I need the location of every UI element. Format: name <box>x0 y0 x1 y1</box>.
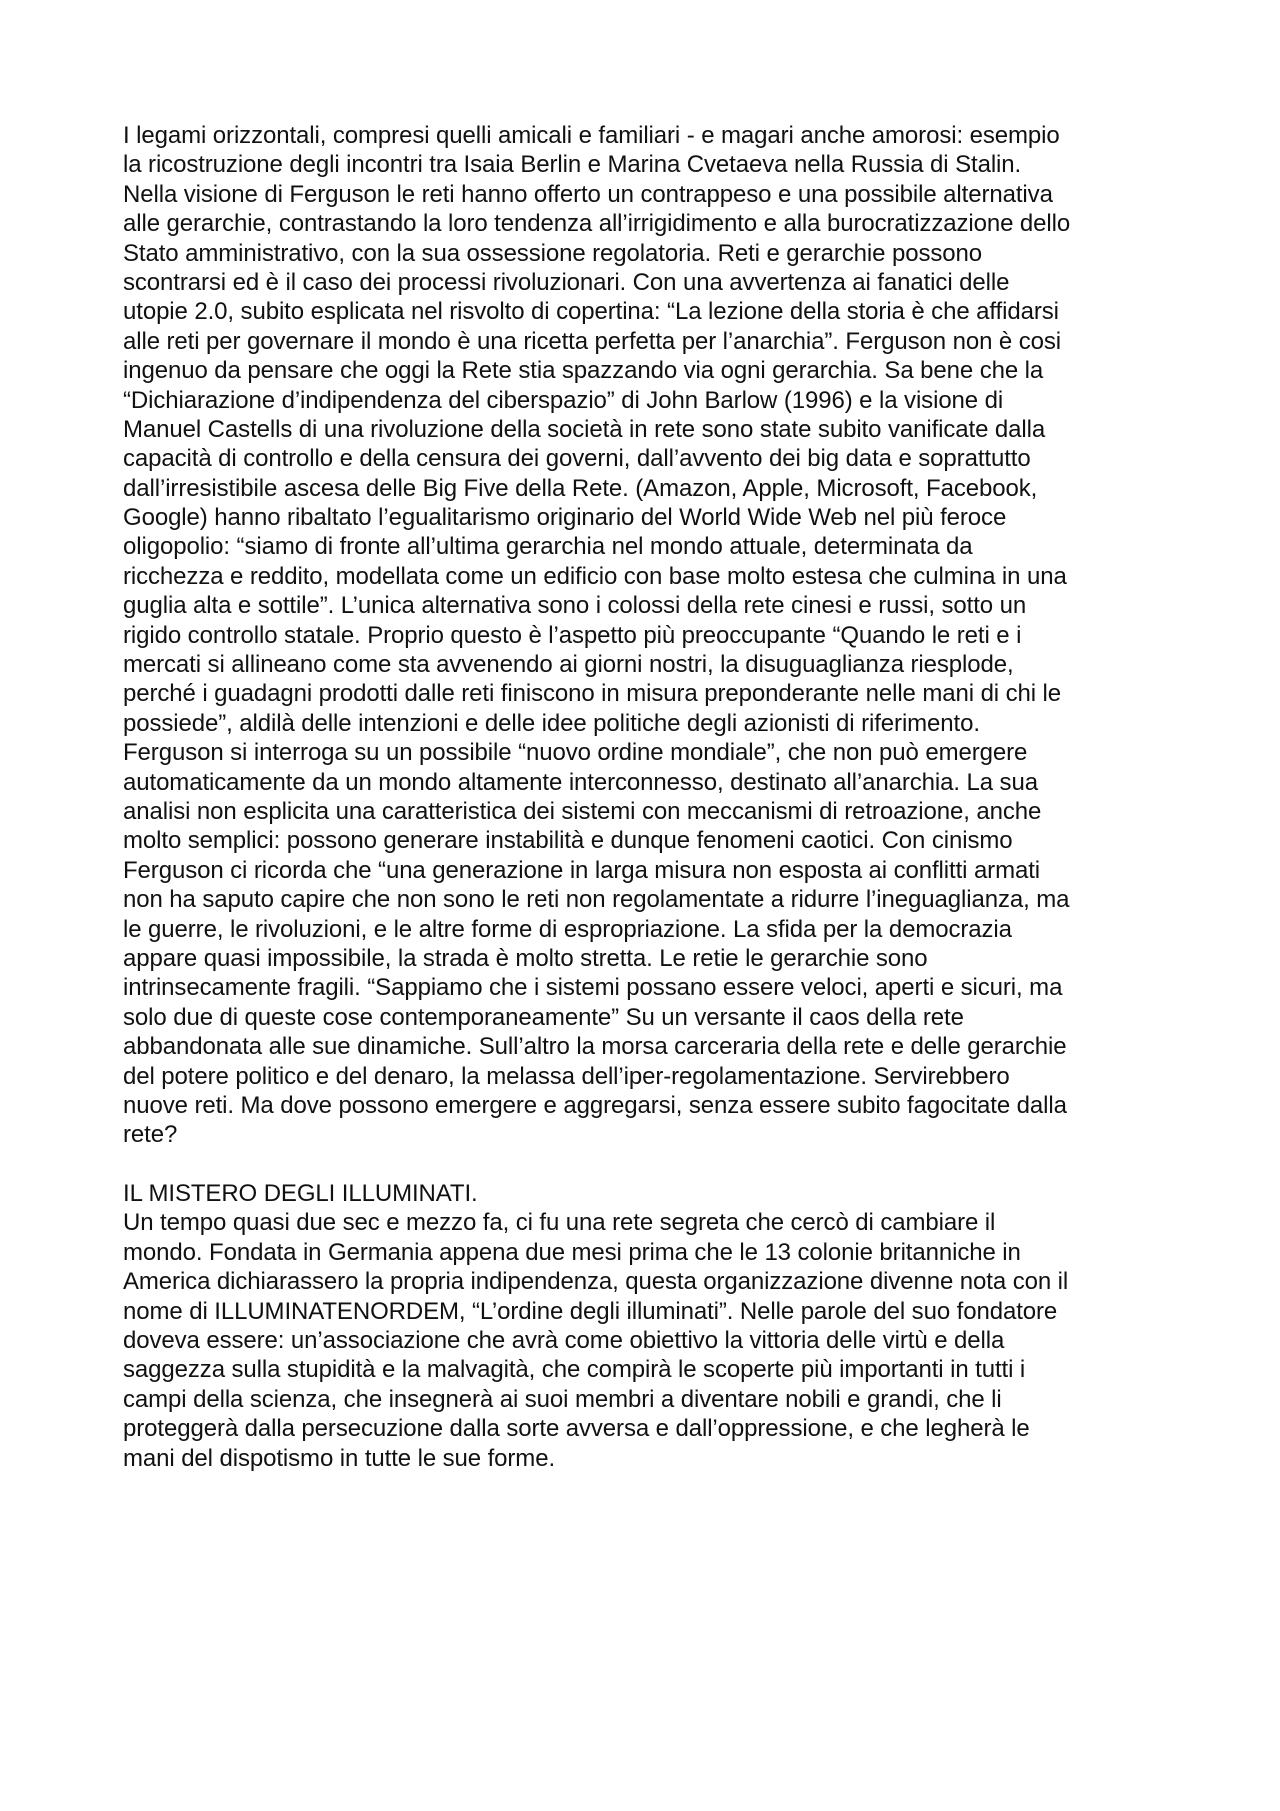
text-line: capacità di controllo e della censura dei governi, dall’avvento dei big data e soprattutto <box>123 445 1031 473</box>
text-line: Un tempo quasi due sec e mezzo fa, ci fu una rete segreta che cercò di cambiare il <box>123 1209 996 1237</box>
text-line: rigido controllo statale. Proprio questo è l’aspetto più preoccupante “Quando le reti e i <box>123 621 1022 649</box>
text-line: “Dichiarazione d’indipendenza del ciberspazio” di John Barlow (1996) e la visione di <box>123 386 1004 414</box>
text-line: saggezza sulla stupidità e la malvagità, che compirà le scoperte più importanti in tutti i <box>123 1356 1026 1384</box>
text-line: la ricostruzione degli incontri tra Isaia Berlin e Marina Cvetaeva nella Russia di Stalin. <box>123 151 1022 179</box>
text-line: analisi non esplicita una caratteristica dei sistemi con meccanismi di retroazione, anche <box>123 797 1042 825</box>
text-line: abbandonata alle sue dinamiche. Sull’altro la morsa carceraria della rete e delle gerarchie <box>123 1033 1067 1061</box>
text-line: campi della scienza, che insegnerà ai suoi membri a diventare nobili e grandi, che li <box>123 1385 1002 1413</box>
text-line: mercati si allineano come sta avvenendo ai giorni nostri, la disuguaglianza riesplode, <box>123 651 1014 679</box>
text-line: I legami orizzontali, compresi quelli amicali e familiari - e magari anche amorosi: esempio <box>123 122 1060 149</box>
text-line: Manuel Castells di una rivoluzione della società in rete sono state subito vanificate dalla <box>123 415 1046 443</box>
text-line: Stato amministrativo, con la sua ossessione regolatoria. Reti e gerarchie possono <box>123 239 983 267</box>
text-line: automaticamente da un mondo altamente interconnesso, destinato all’anarchia. La sua <box>123 768 1038 796</box>
text-line: utopie 2.0, subito esplicata nel risvolto di copertina: “La lezione della storia è che affidarsi <box>123 298 1059 326</box>
paragraph-illuminati <box>123 1208 1163 1473</box>
paragraph-gap <box>123 1150 1163 1179</box>
document-page <box>123 121 1163 1473</box>
text-line: possiede”, aldilà delle intenzioni e delle idee politiche degli azionisti di riferimento. <box>123 709 980 737</box>
text-line: Ferguson si interroga su un possibile “nuovo ordine mondiale”, che non può emergere <box>123 739 1028 767</box>
text-line: proteggerà dalla persecuzione dalla sorte avversa e dall’oppressione, e che legherà le <box>123 1415 1030 1443</box>
section-heading: IL MISTERO DEGLI ILLUMINATI. <box>123 1180 478 1208</box>
text-line: Google) hanno ribaltato l’egualitarismo originario del World Wide Web nel più feroce <box>123 504 1007 532</box>
text-line: appare quasi impossibile, la strada è molto stretta. Le retie le gerarchie sono <box>123 944 928 972</box>
text-line: non ha saputo capire che non sono le reti non regolamentate a ridurre l’ineguaglianza, ma <box>123 886 1070 914</box>
text-line: guglia alta e sottile”. L’unica alternativa sono i colossi della rete cinesi e russi, sotto un <box>123 592 1027 620</box>
text-line: perché i guadagni prodotti dalle reti finiscono in misura preponderante nelle mani di chi le <box>123 680 1062 708</box>
text-line: Ferguson ci ricorda che “una generazione in larga misura non esposta ai conflitti armati <box>123 856 1041 884</box>
text-line: del potere politico e del denaro, la melassa dell’iper-regolamentazione. Servirebbero <box>123 1062 1010 1090</box>
text-line: nuove reti. Ma dove possono emergere e aggregarsi, senza essere subito fagocitate dalla <box>123 1091 1067 1119</box>
text-line: rete? <box>123 1121 178 1149</box>
text-line: America dichiarassero la propria indipendenza, questa organizzazione divenne nota con il <box>123 1268 1069 1296</box>
text-line: alle gerarchie, contrastando la loro tendenza all’irrigidimento e alla burocratizzazione dello <box>123 210 1071 238</box>
text-line: le guerre, le rivoluzioni, e le altre forme di espropriazione. La sfida per la democrazia <box>123 915 1012 943</box>
text-line: solo due di queste cose contemporaneamente” Su un versante il caos della rete <box>123 1003 964 1031</box>
text-line: scontrarsi ed è il caso dei processi rivoluzionari. Con una avvertenza ai fanatici delle <box>123 268 1010 296</box>
text-line: dall’irresistibile ascesa delle Big Five della Rete. (Amazon, Apple, Microsoft, Facebook, <box>123 474 1038 502</box>
text-line: oligopolio: “siamo di fronte all’ultima gerarchia nel mondo attuale, determinata da <box>123 533 973 561</box>
text-line: ricchezza e reddito, modellata come un edificio con base molto estesa che culmina in una <box>123 562 1067 590</box>
text-line: alle reti per governare il mondo è una ricetta perfetta per l’anarchia”. Ferguson non è cosi <box>123 327 1061 355</box>
paragraph-ferguson-networks <box>123 121 1163 1150</box>
text-line: doveva essere: un’associazione che avrà come obiettivo la vittoria delle virtù e della <box>123 1327 1005 1355</box>
text-line: molto semplici: possono generare instabilità e dunque fenomeni caotici. Con cinismo <box>123 827 1013 855</box>
text-line: mondo. Fondata in Germania appena due mesi prima che le 13 colonie britanniche in <box>123 1238 1021 1266</box>
text-line: nome di ILLUMINATENORDEM, “L’ordine degli illuminati”. Nelle parole del suo fondatore <box>123 1297 1058 1325</box>
text-line: Nella visione di Ferguson le reti hanno offerto un contrappeso e una possibile alternativa <box>123 180 1053 208</box>
text-line: ingenuo da pensare che oggi la Rete stia spazzando via ogni gerarchia. Sa bene che la <box>123 357 1044 385</box>
text-line: intrinsecamente fragili. “Sappiamo che i sistemi possano essere veloci, aperti e sicuri, ma <box>123 974 1063 1002</box>
text-line: mani del dispotismo in tutte le sue forme. <box>123 1444 556 1472</box>
